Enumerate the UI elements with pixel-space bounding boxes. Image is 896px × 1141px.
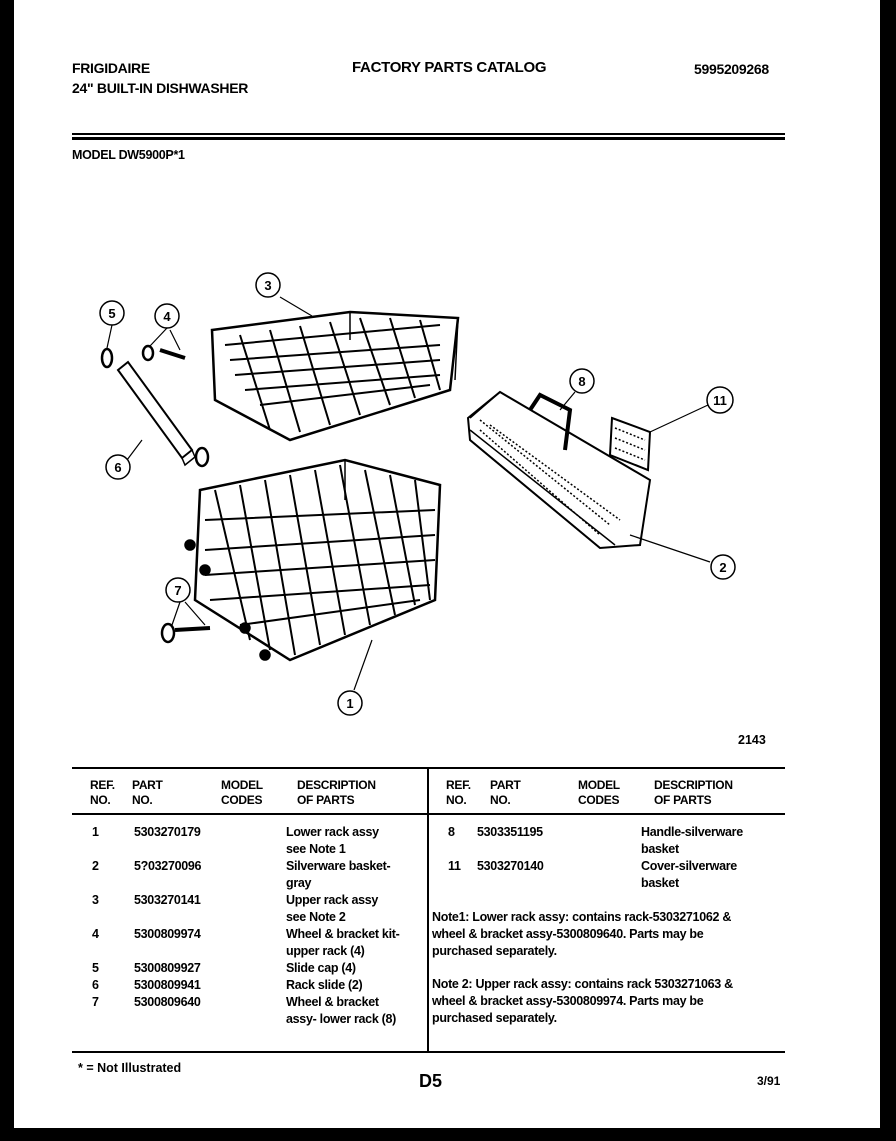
part-number: 5?03270096 (134, 859, 202, 873)
ref-number: 8 (448, 825, 455, 839)
part-description: Handle-silverware (641, 825, 743, 839)
brand-name: FRIGIDAIRE (72, 60, 150, 76)
svg-text:5: 5 (108, 306, 116, 321)
ref-number: 11 (448, 859, 461, 873)
part-description: Slide cap (4) (286, 961, 356, 975)
product-name: 24" BUILT-IN DISHWASHER (72, 80, 249, 96)
note-1 (432, 909, 731, 960)
part-description: Rack slide (2) (286, 978, 363, 992)
page-number: D5 (419, 1071, 443, 1091)
svg-text:2: 2 (719, 560, 727, 575)
callout-4 (155, 304, 179, 328)
header-ref: REF. (446, 778, 471, 792)
part-description: Lower rack assy (286, 825, 379, 839)
table-bottom-rule (72, 1051, 785, 1053)
part-description: Silverware basket- (286, 859, 391, 873)
svg-text:4: 4 (163, 309, 171, 324)
model-number: MODEL DW5900P*1 (72, 148, 185, 162)
note-2 (432, 976, 733, 1027)
header-part: PART (132, 778, 163, 792)
silverware-basket-drawing (468, 392, 650, 548)
part-description: gray (286, 876, 312, 890)
svg-text:6: 6 (114, 460, 122, 475)
note-line: Note1: Lower rack assy: contains rack-5303271062 & (432, 910, 732, 924)
header-ref-2: NO. (446, 793, 467, 807)
not-illustrated-legend: * = Not Illustrated (78, 1061, 182, 1075)
svg-text:7: 7 (174, 583, 182, 598)
callout-5 (100, 301, 124, 325)
part-number: 5303270140 (477, 859, 544, 873)
part-number: 5300809941 (134, 978, 201, 992)
header-ref-2: NO. (90, 793, 111, 807)
ref-number: 6 (92, 978, 99, 992)
part-description: Upper rack assy (286, 893, 379, 907)
header-model: MODEL (578, 778, 620, 792)
part-description: Cover-silverware (641, 859, 737, 873)
rack-slide-drawing (102, 346, 210, 642)
svg-text:1: 1 (346, 696, 354, 711)
callout-6 (106, 455, 130, 479)
revision-date: 3/91 (757, 1074, 781, 1088)
part-number: 5300809974 (134, 927, 201, 941)
callout-3 (256, 273, 280, 297)
callout-2 (711, 555, 735, 579)
part-description: see Note 2 (286, 910, 346, 924)
callout-1 (338, 691, 362, 715)
header-part-2: NO. (132, 793, 153, 807)
part-description: see Note 1 (286, 842, 346, 856)
exploded-parts-diagram (0, 260, 896, 730)
header-desc-2: OF PARTS (297, 793, 355, 807)
header-part-2: NO. (490, 793, 511, 807)
part-number: 5300809927 (134, 961, 201, 975)
catalog-number: 5995209268 (694, 61, 769, 77)
part-number: 5303351195 (477, 825, 543, 839)
callout-8 (570, 369, 594, 393)
header-model-2: CODES (578, 793, 620, 807)
part-description: Wheel & bracket kit- (286, 927, 400, 941)
table-divider (427, 767, 429, 1052)
header-model-2: CODES (221, 793, 263, 807)
note-line: purchased separately. (432, 1011, 557, 1025)
header-rule (72, 133, 785, 135)
note-line: purchased separately. (432, 944, 557, 958)
note-line: wheel & bracket assy-5300809974. Parts may be (432, 994, 704, 1008)
part-description: assy- lower rack (8) (286, 1012, 397, 1026)
figure-number: 2143 (738, 733, 766, 747)
ref-number: 1 (92, 825, 99, 839)
note-line: Note 2: Upper rack assy: contains rack 5303271063 & (432, 977, 733, 991)
part-description: Wheel & bracket (286, 995, 379, 1009)
part-number: 5300809640 (134, 995, 201, 1009)
catalog-title: FACTORY PARTS CATALOG (352, 59, 547, 76)
upper-rack-drawing (212, 312, 458, 440)
part-number: 5303270141 (134, 893, 201, 907)
header-desc: DESCRIPTION (654, 778, 733, 792)
header-part: PART (490, 778, 521, 792)
header-model: MODEL (221, 778, 263, 792)
header-rule (72, 137, 785, 140)
header-desc: DESCRIPTION (297, 778, 376, 792)
header-desc-2: OF PARTS (654, 793, 712, 807)
callout-11 (707, 387, 733, 413)
ref-number: 2 (92, 859, 99, 873)
part-description: basket (641, 876, 679, 890)
svg-text:3: 3 (264, 278, 272, 293)
callout-7 (166, 578, 190, 602)
part-description: basket (641, 842, 679, 856)
lower-rack-drawing (185, 460, 440, 660)
part-number: 5303270179 (134, 825, 201, 839)
part-description: upper rack (4) (286, 944, 365, 958)
ref-number: 3 (92, 893, 99, 907)
svg-text:11: 11 (713, 393, 727, 408)
header-ref: REF. (90, 778, 115, 792)
ref-number: 5 (92, 961, 99, 975)
ref-number: 7 (92, 995, 99, 1009)
note-line: wheel & bracket assy-5300809640. Parts may be (432, 927, 704, 941)
ref-number: 4 (92, 927, 99, 941)
svg-text:8: 8 (578, 374, 586, 389)
